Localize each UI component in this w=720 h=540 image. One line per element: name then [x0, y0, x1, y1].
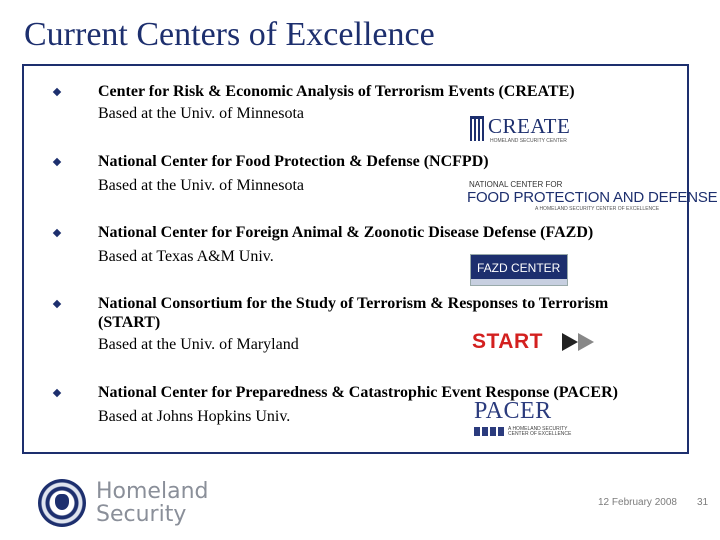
item-location: Based at Texas A&M Univ.	[98, 248, 274, 265]
fazd-logo: FAZD CENTER	[470, 254, 568, 286]
brand-security: Security	[96, 502, 187, 527]
bullet-icon	[53, 389, 61, 397]
brand-homeland: Homeland	[96, 479, 209, 504]
create-logo: CREATE HOMELAND SECURITY CENTER	[470, 114, 580, 144]
item-title: Center for Risk & Economic Analysis of Terrorism Events (CREATE)	[98, 83, 575, 100]
columns-icon	[470, 116, 484, 141]
fazd-stripe	[471, 279, 567, 285]
item-title-continued: (START)	[98, 314, 161, 331]
bullet-icon	[53, 158, 61, 166]
item-location: Based at the Univ. of Maryland	[98, 336, 299, 353]
bullet-icon	[53, 88, 61, 96]
bullet-icon	[53, 229, 61, 237]
eagle-icon	[55, 494, 69, 510]
dhs-seal-icon	[38, 479, 86, 527]
arrow-icon	[562, 333, 578, 351]
start-logo: START	[472, 330, 602, 354]
item-title: National Center for Foreign Animal & Zoonotic Disease Defense (FAZD)	[98, 224, 594, 241]
item-location: Based at Johns Hopkins Univ.	[98, 408, 291, 425]
footer-date: 12 February 2008	[598, 497, 677, 508]
content-frame	[22, 64, 718, 454]
item-title: National Center for Preparedness & Catastrophic Event Response (PACER)	[98, 384, 618, 401]
item-title: National Center for Food Protection & Defense (NCFPD)	[98, 153, 489, 170]
page-number: 31	[697, 497, 709, 508]
page-title: Current Centers of Excellence	[24, 16, 435, 53]
pacer-icons	[474, 427, 504, 436]
pacer-logo: PACER A HOMELAND SECURITY CENTER OF EXCELLENCE	[474, 398, 572, 437]
item-location: Based at the Univ. of Minnesota	[98, 177, 305, 194]
item-title: National Consortium for the Study of Terrorism & Responses to Terrorism	[98, 295, 609, 312]
item-location: Based at the Univ. of Minnesota	[98, 105, 305, 122]
bullet-icon	[53, 300, 61, 308]
arrow-icon	[578, 333, 594, 351]
ncfpd-logo: NATIONAL CENTER FOR FOOD PROTECTION AND DEFENSE A HOMELAND SECURITY CENTER OF EXCELLENCE	[467, 180, 718, 212]
